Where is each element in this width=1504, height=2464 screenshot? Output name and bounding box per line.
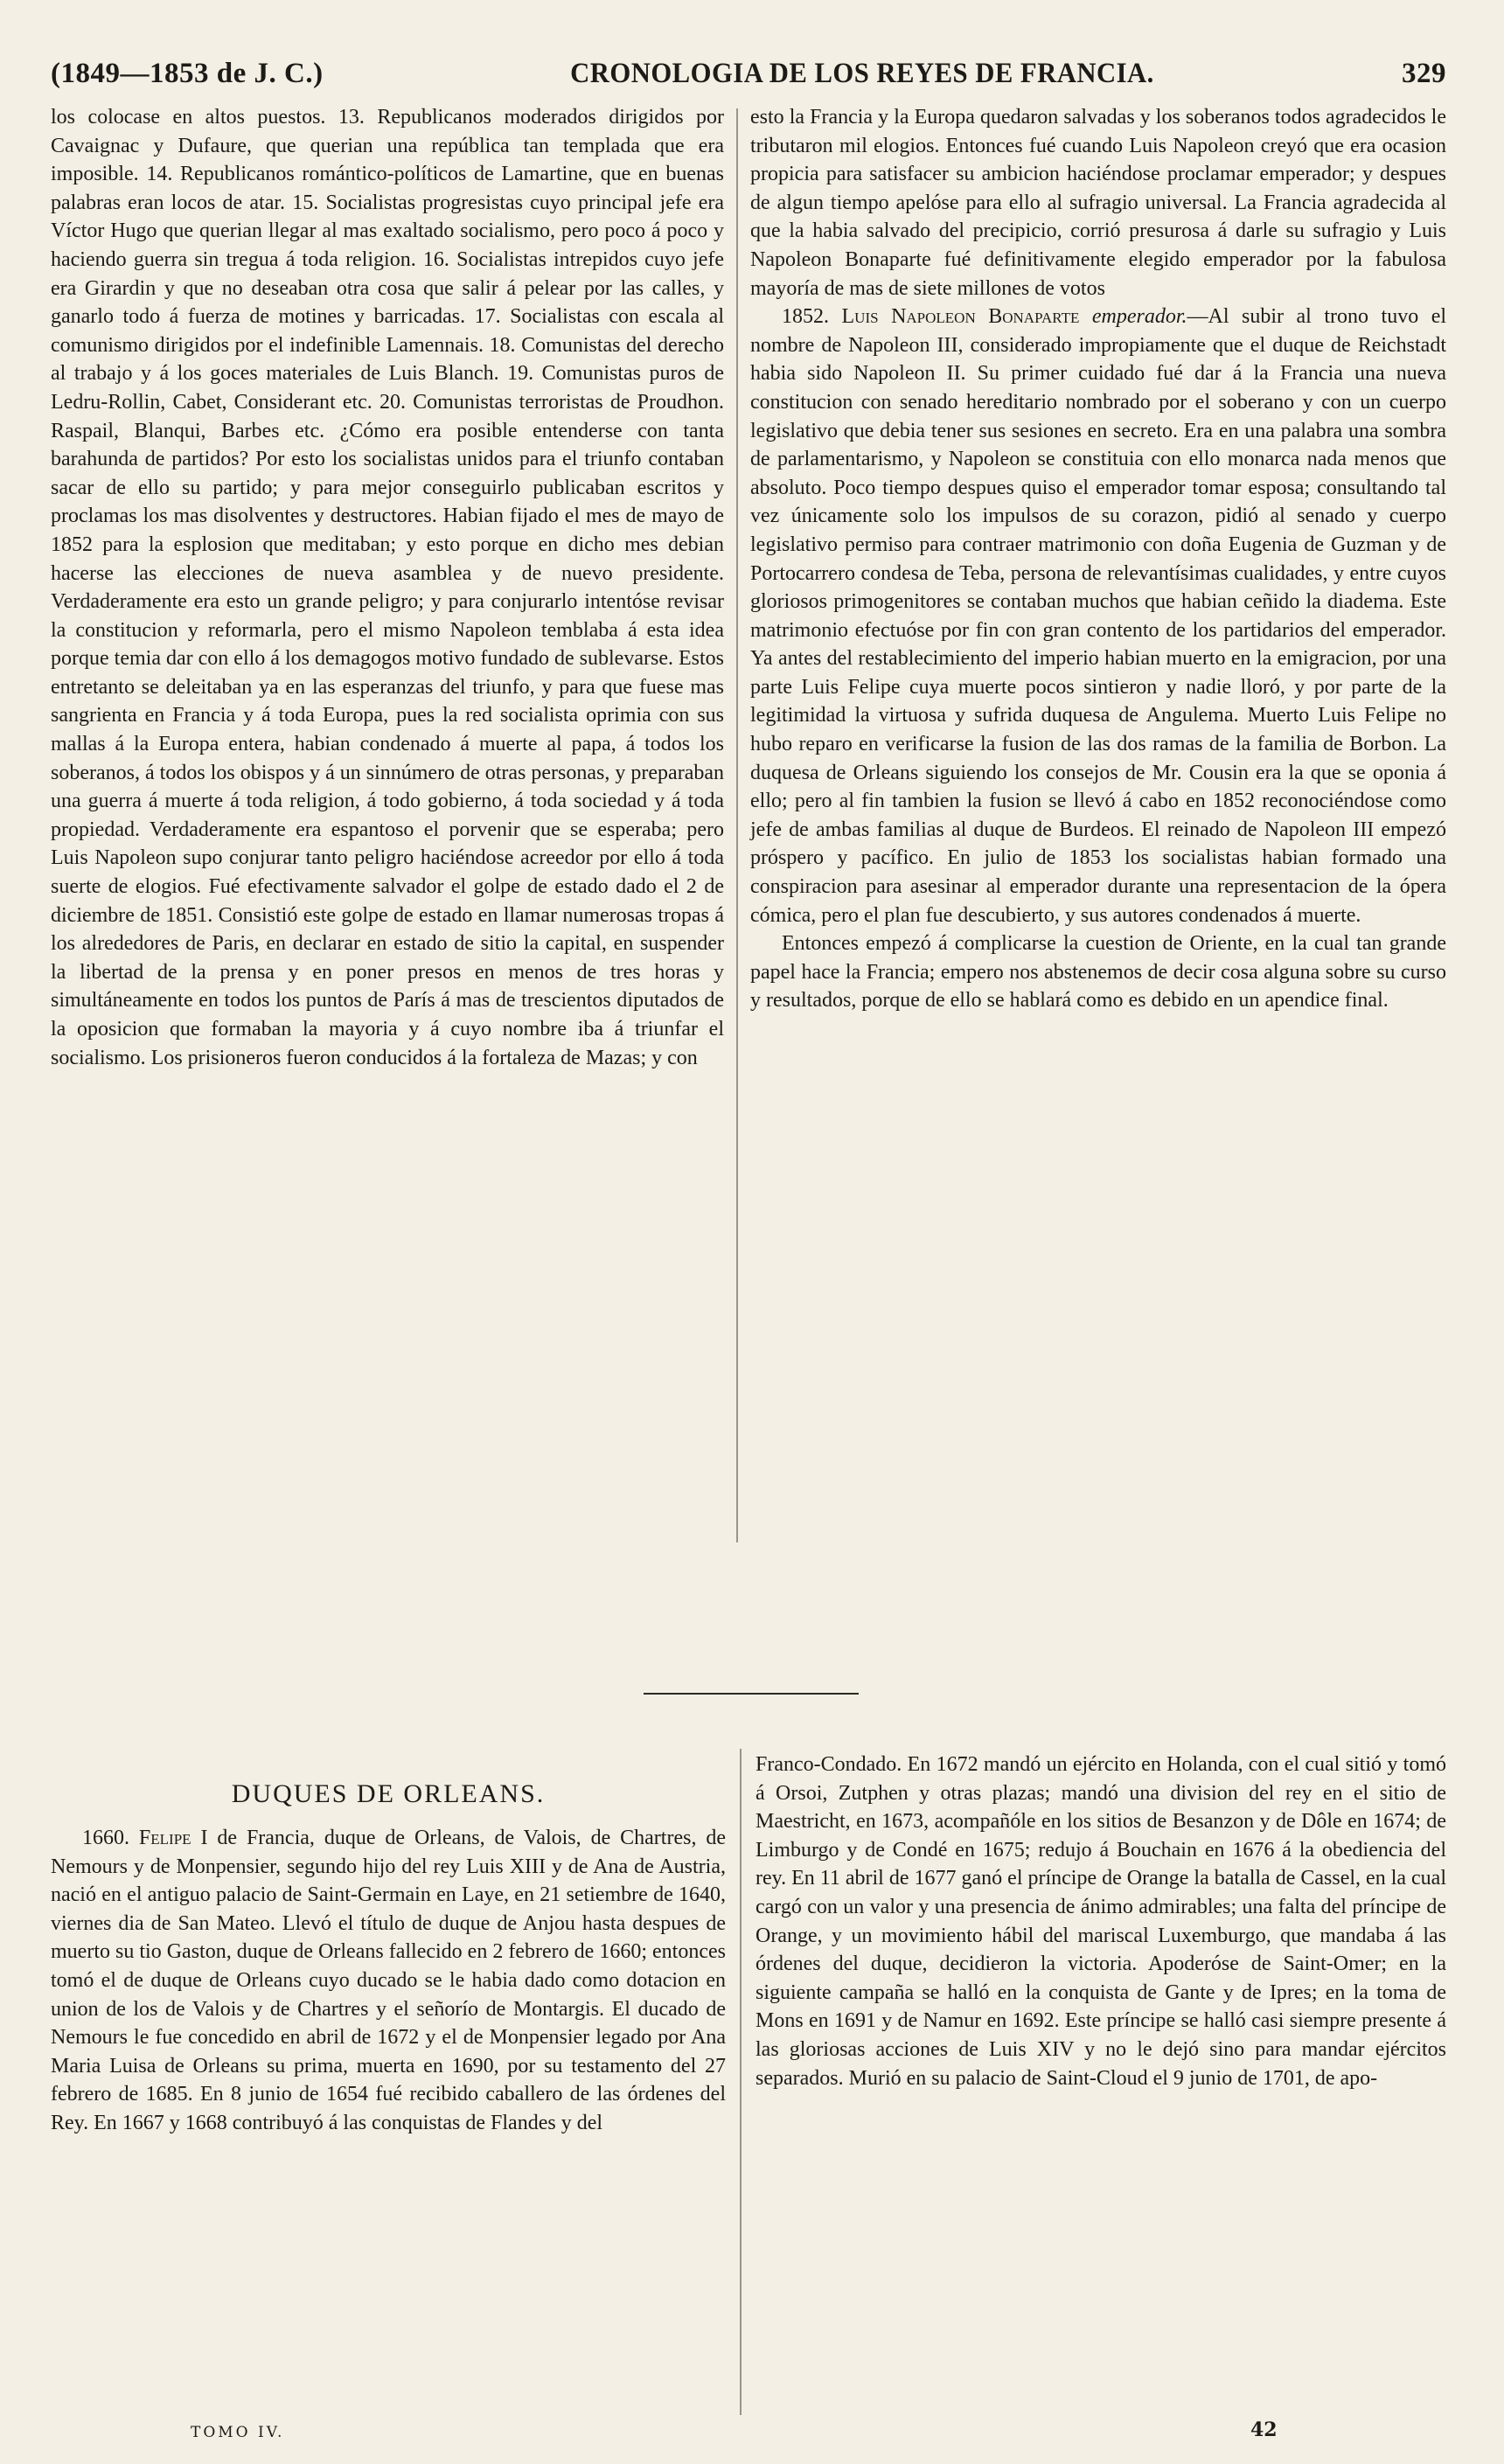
page-number: 329 [1401,57,1446,89]
entry-year: 1852. [782,305,829,329]
duke-entry [51,1824,726,2138]
entry-name: Felipe I [138,1827,208,1849]
entry-name: Luis Napoleon Bonaparte [841,305,1080,329]
paragraph: Franco-Condado. En 1672 mandó un ejército en Holanda, con el cual sitió y tomó á Orsoi, Zutphen y otras plazas; mandó una division del rey en el sitio de Maestricht, en 1673, acompañóle en los sitios de Besanzon y de Dôle en 1674; de Limburgo y de Condé en 1675; redujo á Bouchain en 1676 á la obediencia del rey. En 11 abril de 1677 ganó el príncipe de Orange la batalla de Cassel, en la cual cargó con un valor y una presencia de ánimo admirables; una falta del príncipe de Orange, y un movimiento hábil del mariscal Luxemburgo, que mandaba á las órdenes del duque, decidieron la victoria. Apoderóse de Saint-Omer; en la siguiente campaña se halló en la conquista de Gante y de Ipres; en la toma de Mons en 1691 y de Namur en 1692. Este príncipe se halló casi siempre presente á las gloriosas acciones de Luis XIV y no le dejó sino para mandar ejércitos separados. Murió en su palacio de Saint-Cloud el 9 junio de 1701, de apo- [755,1753,1446,2090]
paragraph: esto la Francia y la Europa quedaron salvadas y los soberanos todos agradecidos le tributaron mil elogios. Entonces fué cuando Luis Napoleon creyó que era ocasion propicia para satisfacer su ambicion haciéndose proclamar emperador; y despues de algun tiempo apelóse para ello al sufragio universal. La Francia agradecida al que la habia salvado del precipicio, corrió presurosa á darle su sufragio y Luis Napoleon Bonaparte fué definitivamente elegido emperador por la fabulosa mayoría de mas de siete millones de votos [750,106,1446,300]
bottom-left-column [51,1778,726,2138]
paragraph: Entonces empezó á complicarse la cuestion de Oriente, en la cual tan grande papel hace la Francia; empero nos abstenemos de decir cosa alguna sobre su curso y resultados, porque de ello se hablará como es debido en un apendice final. [750,932,1446,1013]
column-divider-top [736,108,738,1542]
running-header [51,47,1446,100]
top-left-column [51,103,724,1072]
entry-text: de Francia, duque de Orleans, de Valois, de Chartres, de Nemours y de Monpensier, segundo hijo del rey Luis XIII y de Ana de Austria, nació en el antiguo palacio de Saint-Germain en Laye, en 21 setiembre de 1640, viernes dia de San Mateo. Llevó el título de duque de Anjou hasta despues de muerto su tio Gaston, duque de Orleans fallecido en 2 febrero de 1660; entonces tomó el de duque de Orleans cuyo ducado se le habia dado como dotacion en union de los de Valois y de Chartres y el señorío de Montargis. El ducado de Nemours le fue concedido en abril de 1672 y el de Monpensier legado por Ana Maria Luisa de Orleans su prima, muerta en 1690, por su testamento del 27 febrero de 1685. En 8 junio de 1654 fué recibido caballero de las órdenes del Rey. En 1667 y 1668 contribuyó á las conquistas de Flandes y del [51,1827,727,2134]
bottom-right-column [755,1751,1446,2092]
paragraph: los colocase en altos puestos. 13. Republicanos moderados dirigidos por Cavaignac y Dufaure, que querian una república tan templada que era imposible. 14. Republicanos romántico-políticos de Lamartine, que en buenas palabras eran locos de atar. 15. Socialistas progresistas cuyo principal jefe era Víctor Hugo que querian llegar al mas exaltado socialismo, pero poco á poco y haciendo guerra sin tregua á toda religion. 16. Socialistas intrepidos cuyo jefe era Girardin y que no deseaban otra cosa que salir á pelear por las calles, y ganarlo todo á fuerza de motines y barricadas. 17. Socialistas con escala al comunismo dirigidos por el indefinible Lamennais. 18. Comunistas del derecho al trabajo y á los goces materiales de Luis Blanch. 19. Comunistas puros de Ledru-Rollin, Cabet, Considerant etc. 20. Comunistas terroristas de Proudhon. Raspail, Blanqui, Barbes etc. ¿Cómo era posible entenderse con tanta barahunda de partidos? Por esto los socialistas unidos para el triunfo contaban sacar de ello su partido; y para mejor conseguirlo publicaban escritos y proclamas los mas disolventes y destructores. Habian fijado el mes de mayo de 1852 para la esplosion que meditaban; y esto porque en dicho mes debian hacerse las elecciones de nueva asamblea y de nuevo presidente. Verdaderamente era esto un grande peligro; y para conjurarlo intentóse revisar la constitucion y reformarla, pero el mismo Napoleon temblaba á esta idea porque temia dar con ello á los demagogos motivo fundado de sublevarse. Estos entretanto se deleitaban ya en las esperanzas del triunfo, y para que fuese mas sangrienta en Francia y á toda Europa, pues la red socialista oprimia con sus mallas á la Europa entera, habian condenado á muerte al papa, á todos los soberanos, á todos los obispos y á un sinnúmero de otras personas, y preparaban una guerra á muerte á toda religion, á todo gobierno, á toda sociedad y á toda propiedad. Verdaderamente era espantoso el porvenir que se esperaba; pero Luis Napoleon supo conjurar tanto peligro haciéndose acreedor por ello á toda suerte de elogios. Fué efectivamente salvador el golpe de estado dado el 2 de diciembre de 1851. Consistió este golpe de estado en llamar numerosas tropas á los alrededores de Paris, en declarar en estado de sitio la capital, en suspender la libertad de la prensa y en poner presos en menos de tres horas y simultáneamente en todos los puntos de París á mas de trescientos diputados de la oposicion que formaban la mayoria y á cuyo nombre iba á triunfar el socialismo. Los prisioneros fueron conducidos á la fortaleza de Mazas; y con [51,106,724,1069]
reign-entry [750,303,1446,929]
header-years: (1849—1853 de J. C.) [51,57,324,89]
entry-role: emperador. [1091,305,1187,329]
section-title: DUQUES DE ORLEANS. [231,1779,546,1808]
column-divider-bottom [740,1749,742,2415]
signature-mark: 42 [1250,2419,1278,2441]
section-separator [644,1693,859,1695]
top-right-column [750,103,1446,1015]
entry-year: 1660. [82,1827,129,1849]
header-title: CRONOLOGIA DE LOS REYES DE FRANCIA. [570,57,1155,89]
entry-text: —Al subir al trono tuvo el nombre de Napoleon III, considerado impropiamente que el duque de Reichstadt habia sido Napoleon II. Su primer cuidado fué dar á la Francia una nueva constitucion con senado hereditario nombrado por el soberano y con un cuerpo legislativo que debia tener sus sesiones en secreto. Era en una palabra una sombra de parlamentarismo, y Napoleon se constituia con ello monarca nada menos que absoluto. Poco tiempo despues quiso el emperador tomar esposa; consultando tal vez únicamente solo los impulsos de su corazon, pidió al senado y cuerpo legislativo permiso para contraer matrimonio con doña Eugenia de Guzman y de Portocarrero condesa de Teba, persona de relevantísimas cualidades, y entre cuyos gloriosos primogenitores se contaban muchos que habian ceñido la diadema. Este matrimonio efectuóse por fin con gran contento de los partidarios del emperador. Ya antes del restablecimiento del imperio habian muerto en la emigracion, por una parte Luis Felipe cuya muerte pocos sintieron y nadie lloró, y por parte de la legitimidad la virtuosa y sufrida duquesa de Angulema. Muerto Luis Felipe no hubo reparo en verificarse la fusion de las dos ramas de la familia de Borbon. La duquesa de Orleans siguiendo los consejos de Mr. Cousin era la que se oponia á ello; pero al fin tambien la fusion se llevó á cabo en 1852 reconociéndose como jefe de ambas familias al duque de Burdeos. El reinado de Napoleon III empezó próspero y pacífico. En julio de 1853 los socialistas habian formado una conspiracion para asesinar al emperador durante una representacion de la ópera cómica, pero el plan fue descubierto, y sus autores condenados á muerte. [750,305,1447,927]
volume-footer: TOMO IV. [191,2424,285,2441]
